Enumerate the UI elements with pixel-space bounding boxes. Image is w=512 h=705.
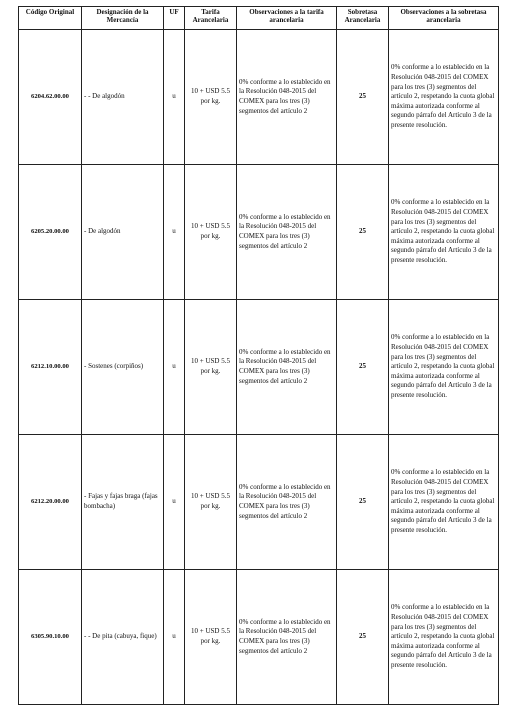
header-code: Código Original <box>19 7 82 30</box>
row-surcharge: 25 <box>337 30 389 165</box>
row-uf: u <box>164 300 185 435</box>
row-tariff: 10 + USD 5.5 por kg. <box>185 300 237 435</box>
row-code: 6212.10.00.00 <box>19 300 82 435</box>
row-tariff-observations: 0% conforme a lo establecido en la Resolución 048-2015 del COMEX para los tres (3) segmentos del artículo 2 <box>237 435 337 570</box>
row-tariff-observations: 0% conforme a lo establecido en la Resolución 048-2015 del COMEX para los tres (3) segmentos del artículo 2 <box>237 300 337 435</box>
table-row <box>19 570 499 705</box>
table-row <box>19 30 499 165</box>
header-surcharge-observations: Observaciones a la sobretasa arancelaria <box>389 7 499 30</box>
table-row <box>19 435 499 570</box>
row-surcharge: 25 <box>337 165 389 300</box>
row-tariff: 10 + USD 5.5 por kg. <box>185 570 237 705</box>
row-uf: u <box>164 570 185 705</box>
row-designation: - - De pita (cabuya, fique) <box>82 570 164 705</box>
row-code: 6212.20.00.00 <box>19 435 82 570</box>
table-row <box>19 165 499 300</box>
row-surcharge: 25 <box>337 300 389 435</box>
row-surcharge: 25 <box>337 570 389 705</box>
row-tariff-observations: 0% conforme a lo establecido en la Resolución 048-2015 del COMEX para los tres (3) segmentos del artículo 2 <box>237 30 337 165</box>
table-body <box>19 30 499 705</box>
row-tariff: 10 + USD 5.5 por kg. <box>185 165 237 300</box>
row-uf: u <box>164 435 185 570</box>
table-row <box>19 300 499 435</box>
table-header <box>19 7 499 30</box>
row-surcharge-observations: 0% conforme a lo establecido en la Resolución 048-2015 del COMEX para los tres (3) segmentos del artículo 2, respetando la cuota global máxima autorizada conforme al segundo párrafo del Artículo 3 de la presente resolución. <box>389 30 499 165</box>
header-uf: UF <box>164 7 185 30</box>
row-designation: - Sostenes (corpiños) <box>82 300 164 435</box>
row-surcharge-observations: 0% conforme a lo establecido en la Resolución 048-2015 del COMEX para los tres (3) segmentos del artículo 2, respetando la cuota global máxima autorizada conforme al segundo párrafo del Artículo 3 de la presente resolución. <box>389 165 499 300</box>
row-tariff-observations: 0% conforme a lo establecido en la Resolución 048-2015 del COMEX para los tres (3) segmentos del artículo 2 <box>237 165 337 300</box>
row-uf: u <box>164 30 185 165</box>
row-surcharge: 25 <box>337 435 389 570</box>
row-tariff: 10 + USD 5.5 por kg. <box>185 30 237 165</box>
row-designation: - - De algodón <box>82 30 164 165</box>
header-surcharge: Sobretasa Arancelaria <box>337 7 389 30</box>
row-code: 6205.20.00.00 <box>19 165 82 300</box>
tariff-table <box>18 6 499 705</box>
row-surcharge-observations: 0% conforme a lo establecido en la Resolución 048-2015 del COMEX para los tres (3) segmentos del artículo 2, respetando la cuota global máxima autorizada conforme al segundo párrafo del Artículo 3 de la presente resolución. <box>389 570 499 705</box>
header-designation: Designación de la Mercancía <box>82 7 164 30</box>
row-tariff: 10 + USD 5.5 por kg. <box>185 435 237 570</box>
row-designation: - Fajas y fajas braga (fajas bombacha) <box>82 435 164 570</box>
header-tariff: Tarifa Arancelaria <box>185 7 237 30</box>
row-surcharge-observations: 0% conforme a lo establecido en la Resolución 048-2015 del COMEX para los tres (3) segmentos del artículo 2, respetando la cuota global máxima autorizada conforme al segundo párrafo del Artículo 3 de la presente resolución. <box>389 300 499 435</box>
row-code: 6305.90.10.00 <box>19 570 82 705</box>
row-designation: - De algodón <box>82 165 164 300</box>
row-surcharge-observations: 0% conforme a lo establecido en la Resolución 048-2015 del COMEX para los tres (3) segmentos del artículo 2, respetando la cuota global máxima autorizada conforme al segundo párrafo del Artículo 3 de la presente resolución. <box>389 435 499 570</box>
row-tariff-observations: 0% conforme a lo establecido en la Resolución 048-2015 del COMEX para los tres (3) segmentos del artículo 2 <box>237 570 337 705</box>
header-tariff-observations: Observaciones a la tarifa arancelaria <box>237 7 337 30</box>
row-code: 6204.62.00.00 <box>19 30 82 165</box>
header-row <box>19 7 499 30</box>
row-uf: u <box>164 165 185 300</box>
